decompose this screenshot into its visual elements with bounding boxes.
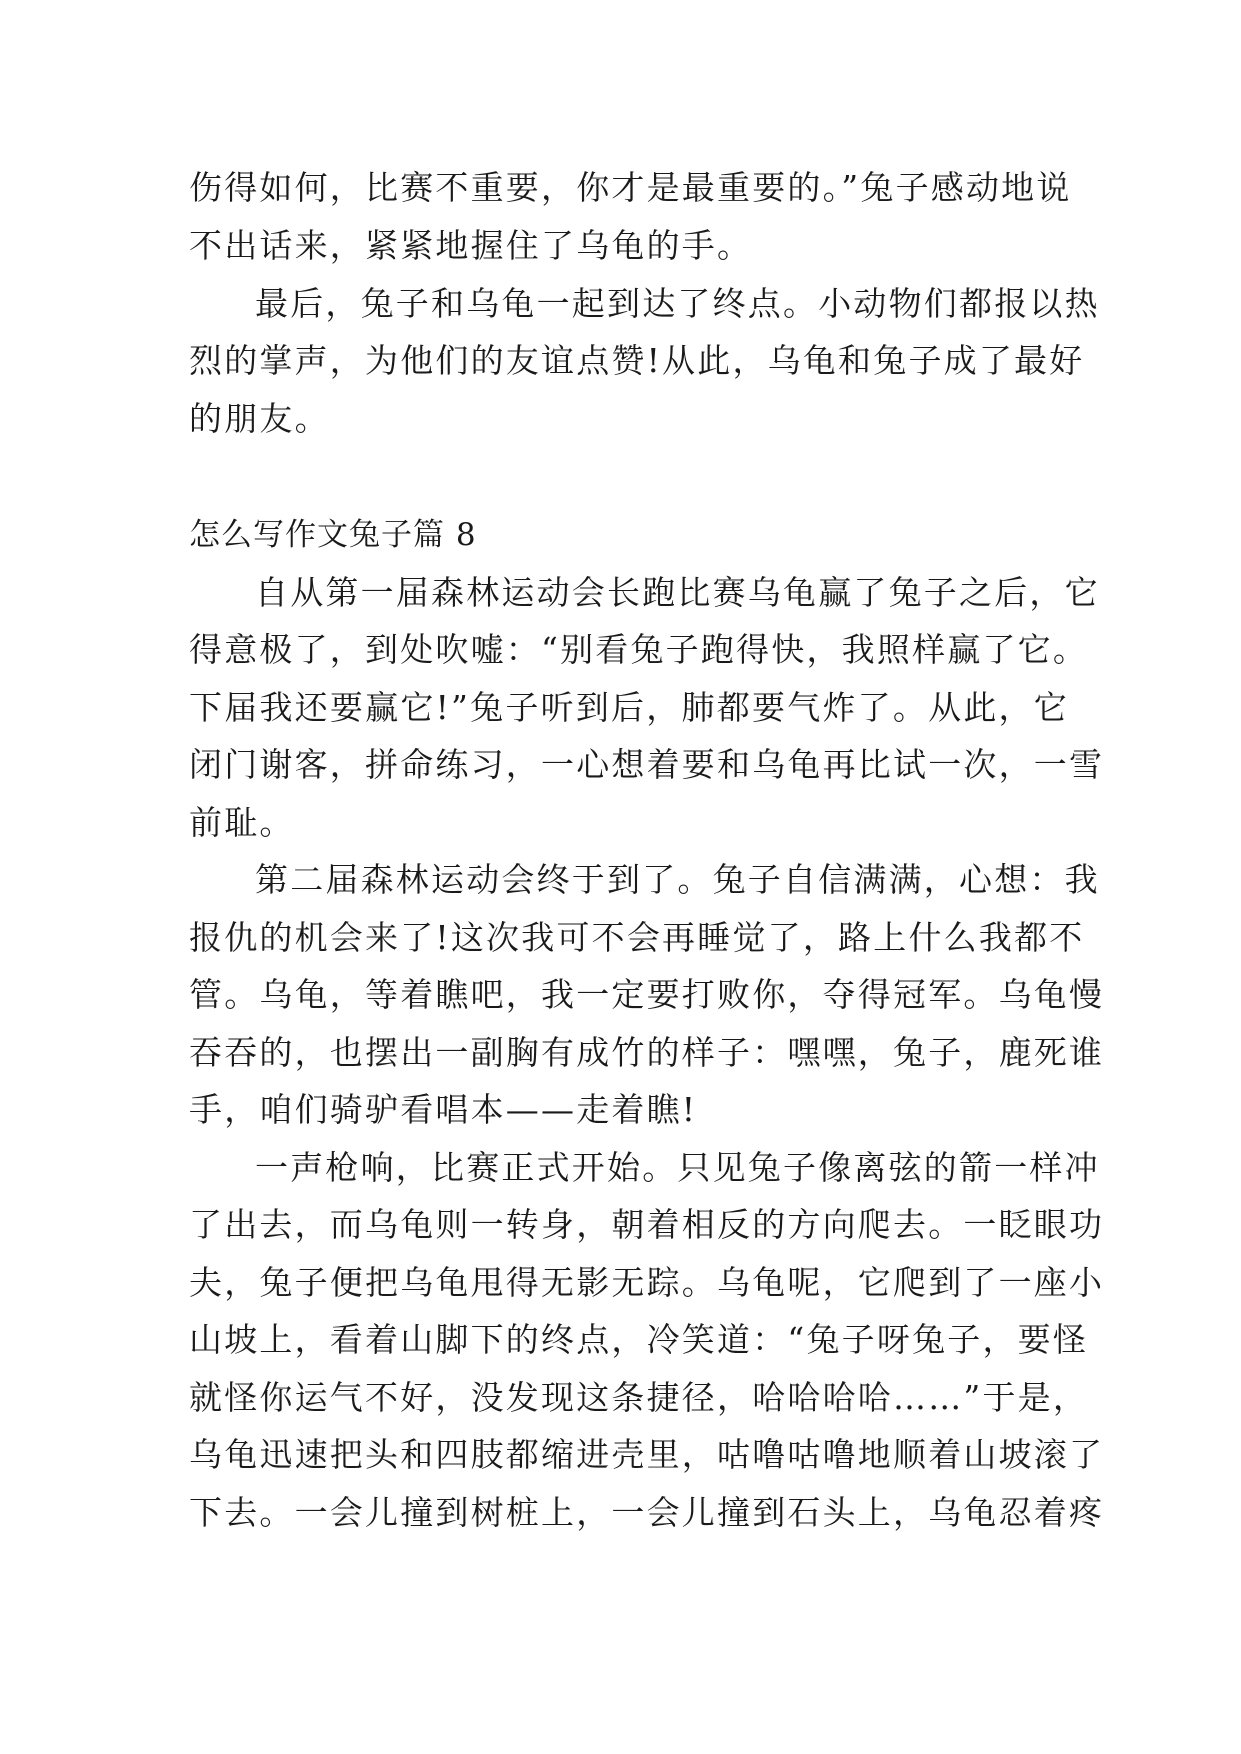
text-line: 管。乌龟，等着瞧吧，我一定要打败你，夺得冠军。乌龟慢 — [189, 975, 1105, 1014]
text-line: 闭门谢客，拼命练习，一心想着要和乌龟再比试一次，一雪 — [189, 745, 1105, 784]
text-line: 下届我还要赢它!”兔子听到后，肺都要气炸了。从此，它 — [189, 688, 1069, 727]
text-line: 夫，兔子便把乌龟甩得无影无踪。乌龟呢，它爬到了一座小 — [189, 1263, 1105, 1302]
text-line: 不出话来，紧紧地握住了乌龟的手。 — [189, 226, 753, 265]
text-line: 最后，兔子和乌龟一起到达了终点。小动物们都报以热 — [255, 284, 1100, 323]
text-line: 乌龟迅速把头和四肢都缩进壳里，咕噜咕噜地顺着山坡滚了 — [189, 1435, 1105, 1474]
text-line: 手，咱们骑驴看唱本——走着瞧! — [189, 1090, 698, 1129]
text-line: 就怪你运气不好，没发现这条捷径，哈哈哈哈……”于是， — [189, 1378, 1089, 1417]
text-line: 伤得如何，比赛不重要，你才是最重要的。”兔子感动地说 — [189, 168, 1072, 207]
text-line: 烈的掌声，为他们的友谊点赞!从此，乌龟和兔子成了最好 — [189, 341, 1085, 380]
text-line: 报仇的机会来了!这次我可不会再睡觉了，路上什么我都不 — [189, 918, 1085, 957]
text-line: 前耻。 — [189, 803, 295, 842]
text-line: 的朋友。 — [189, 399, 330, 438]
text-line: 吞吞的，也摆出一副胸有成竹的样子：嘿嘿，兔子，鹿死谁 — [189, 1033, 1105, 1072]
text-line: 得意极了，到处吹嘘：“别看兔子跑得快，我照样赢了它。 — [189, 630, 1089, 669]
text-line: 一声枪响，比赛正式开始。只见兔子像离弦的箭一样冲 — [255, 1148, 1100, 1187]
section-heading: 怎么写作文兔子篇 8 — [189, 517, 477, 553]
text-line: 了出去，而乌龟则一转身，朝着相反的方向爬去。一眨眼功 — [189, 1205, 1105, 1244]
text-line: 山坡上，看着山脚下的终点，冷笑道：“兔子呀兔子，要怪 — [189, 1320, 1089, 1359]
text-line: 第二届森林运动会终于到了。兔子自信满满，心想：我 — [255, 860, 1100, 899]
text-line: 自从第一届森林运动会长跑比赛乌龟赢了兔子之后，它 — [255, 573, 1100, 612]
text-line: 下去。一会儿撞到树桩上，一会儿撞到石头上，乌龟忍着疼 — [189, 1493, 1105, 1532]
